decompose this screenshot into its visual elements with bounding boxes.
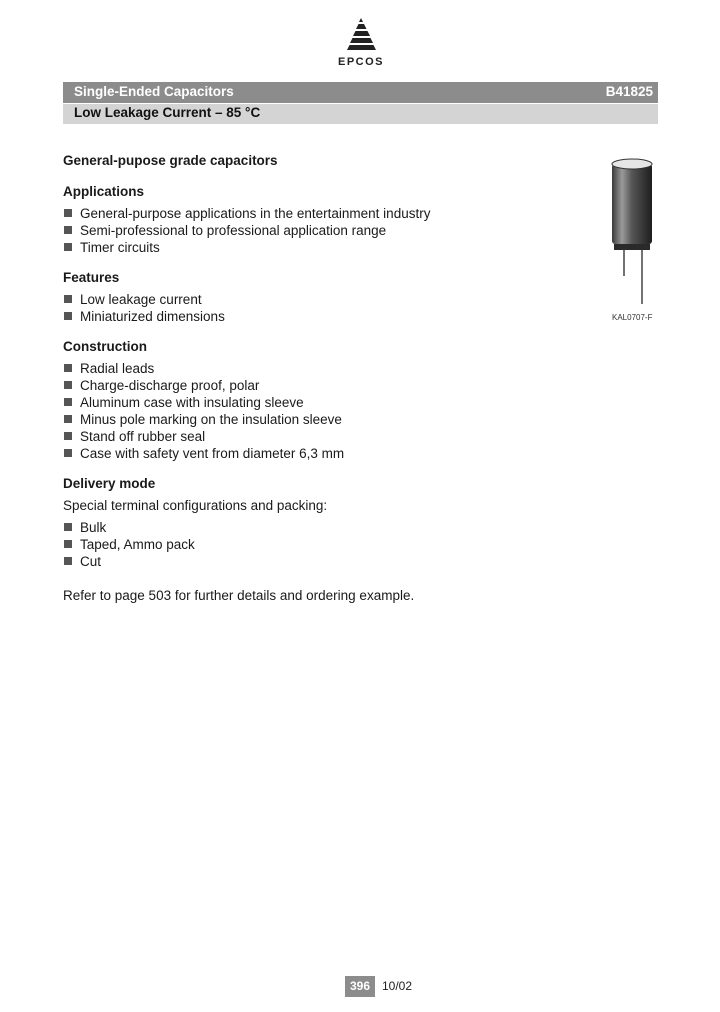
subtitle: Low Leakage Current – 85 °C <box>74 105 261 120</box>
list-item: Bulk <box>63 519 583 536</box>
bullet-square-icon <box>64 432 72 440</box>
subtitle-bar <box>63 104 658 124</box>
bullet-square-icon <box>64 364 72 372</box>
bullet-square-icon <box>64 209 72 217</box>
product-line: Single-Ended Capacitors <box>74 84 234 99</box>
list-item: Low leakage current <box>63 291 583 308</box>
list-item: Miniaturized dimensions <box>63 308 583 325</box>
bullet-square-icon <box>64 449 72 457</box>
list-item: Aluminum case with insulating sleeve <box>63 394 583 411</box>
features-list <box>63 291 583 325</box>
list-item: General-purpose applications in the entertainment industry <box>63 205 583 222</box>
bullet-square-icon <box>64 243 72 251</box>
product-code: B41825 <box>605 84 653 99</box>
features-heading: Features <box>63 270 120 285</box>
issue-date: 10/02 <box>382 979 413 993</box>
list-item: Case with safety vent from diameter 6,3 mm <box>63 445 583 462</box>
page-number: 396 <box>345 976 375 997</box>
bullet-square-icon <box>64 226 72 234</box>
bullet-square-icon <box>64 312 72 320</box>
bullet-square-icon <box>64 523 72 531</box>
list-item: Taped, Ammo pack <box>63 536 583 553</box>
list-item: Stand off rubber seal <box>63 428 583 445</box>
applications-heading: Applications <box>63 184 145 199</box>
bullet-square-icon <box>64 540 72 548</box>
list-item: Radial leads <box>63 360 583 377</box>
bullet-square-icon <box>64 557 72 565</box>
list-item: Semi-professional to professional application range <box>63 222 583 239</box>
delivery-heading: Delivery mode <box>63 476 156 491</box>
reference-note: Refer to page 503 for further details and ordering example. <box>63 588 415 603</box>
figure-label: KAL0707-F <box>612 313 653 322</box>
bullet-square-icon <box>64 295 72 303</box>
title-bar <box>63 82 658 103</box>
applications-list <box>63 205 583 256</box>
main-content <box>63 152 583 604</box>
list-item: Charge-discharge proof, polar <box>63 377 583 394</box>
delivery-intro: Special terminal configurations and packing: <box>63 498 328 513</box>
list-item: Minus pole marking on the insulation sleeve <box>63 411 583 428</box>
bullet-square-icon <box>64 398 72 406</box>
bullet-square-icon <box>64 415 72 423</box>
construction-heading: Construction <box>63 339 147 354</box>
list-item: Cut <box>63 553 583 570</box>
intro-heading: General-pupose grade capacitors <box>63 153 278 168</box>
epcos-logo-icon <box>340 18 382 54</box>
capacitor-icon <box>610 158 658 308</box>
list-item: Timer circuits <box>63 239 583 256</box>
epcos-logo <box>326 18 396 74</box>
delivery-list <box>63 519 583 570</box>
construction-list <box>63 360 583 462</box>
bullet-square-icon <box>64 381 72 389</box>
brand-name: EPCOS <box>337 56 384 68</box>
